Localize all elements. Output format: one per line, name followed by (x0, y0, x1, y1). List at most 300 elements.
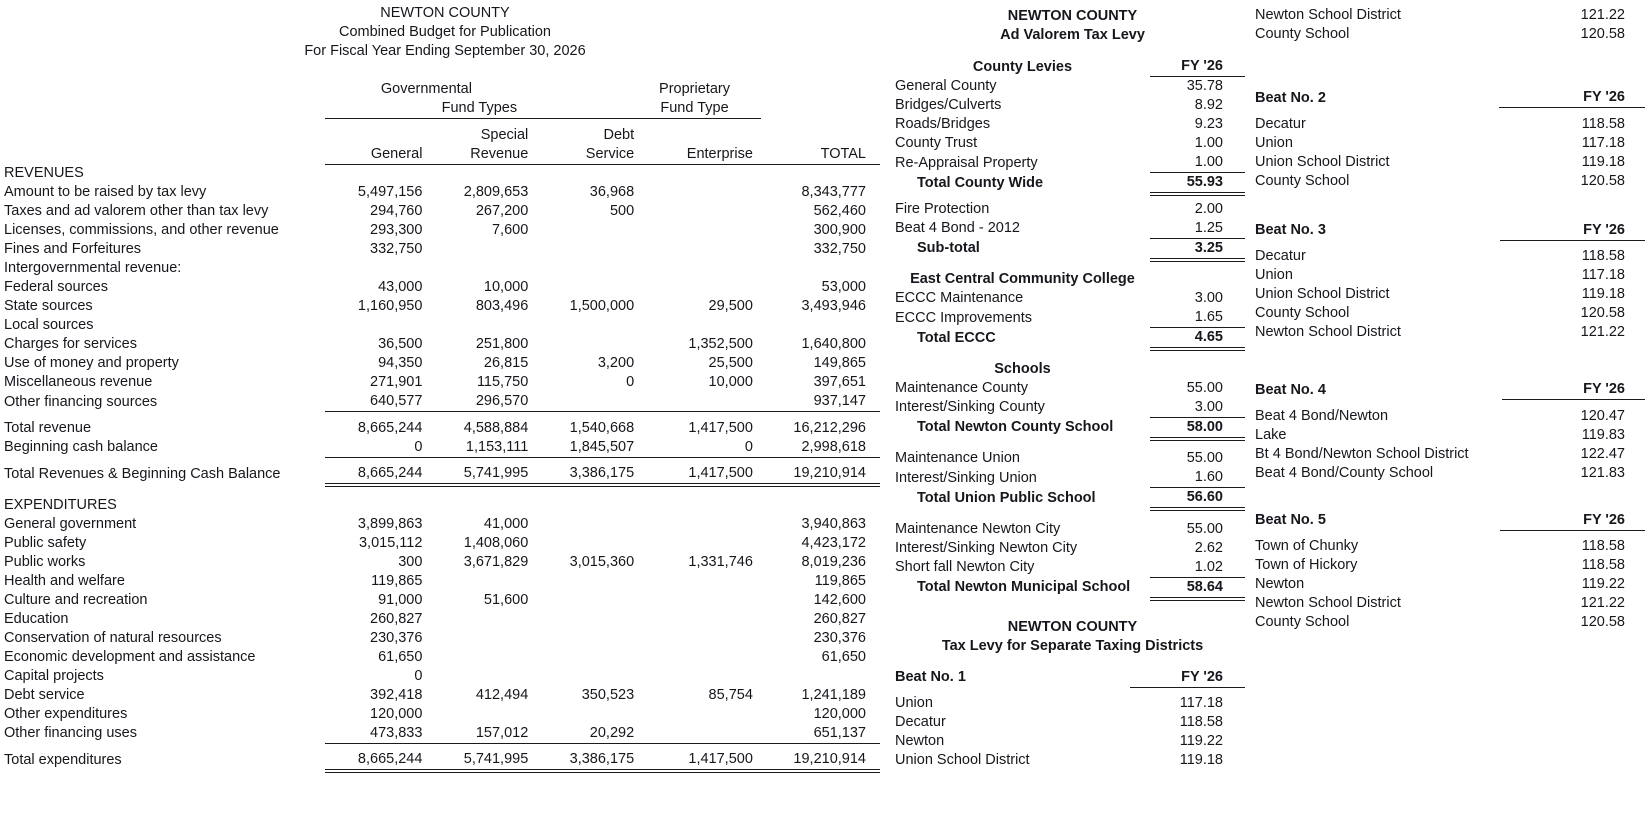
beat1-table (895, 656, 1245, 771)
districts-title-line-1: NEWTON COUNTY (1007, 618, 1138, 635)
beat-group-table (1255, 88, 1645, 191)
beat-row (1255, 426, 1645, 445)
levy-value: 55.93 (1150, 173, 1245, 193)
value-debt-service: 3,200 (597, 355, 635, 371)
table-row (0, 610, 880, 629)
schools-heading: Schools (994, 360, 1051, 377)
beat-groups (1255, 44, 1650, 632)
value-enterprise: 25,500 (708, 355, 753, 371)
beat-district-label: County School (1255, 614, 1350, 630)
beat-district-value: 119.83 (1581, 426, 1625, 443)
value-special-revenue: 296,570 (430, 392, 536, 412)
value-special-revenue (430, 259, 536, 278)
value-total: 61,650 (821, 648, 866, 665)
value-total (761, 316, 880, 335)
levy-value: 8.92 (1194, 97, 1223, 113)
row-label: Charges for services (4, 336, 137, 352)
spacer-row (1255, 400, 1645, 407)
value-total: 3,940,863 (801, 515, 866, 532)
row-label: Other financing uses (4, 725, 137, 741)
value-general: 271,901 (370, 374, 423, 390)
revenues-heading-row (0, 164, 880, 183)
value-special-revenue: 251,800 (475, 336, 529, 352)
value-general: 120,000 (370, 705, 423, 722)
revenue-total-rows (0, 419, 880, 458)
value-special-revenue: 4,588,884 (463, 419, 529, 436)
row-label: Taxes and ad valorem other than tax levy (4, 203, 269, 219)
levy-value: 118.58 (1179, 714, 1223, 730)
table-row (0, 419, 880, 438)
levy-label: Interest/Sinking Newton City (895, 539, 1078, 556)
beat-group-table (1255, 221, 1645, 343)
budget-table (0, 61, 880, 770)
value-general: 3,015,112 (358, 534, 423, 551)
beat-group-fy-header: FY '26 (1499, 88, 1645, 108)
beat-row (1255, 172, 1645, 191)
row-label: Economic development and assistance (4, 648, 256, 665)
beat-row (1255, 537, 1645, 556)
table-row (0, 686, 880, 705)
value-enterprise (642, 591, 761, 610)
value-general (325, 316, 431, 335)
value-enterprise: 10,000 (708, 374, 753, 390)
value-enterprise (642, 648, 761, 667)
levy-value: 56.60 (1150, 488, 1245, 508)
beat-district-value: 118.58 (1581, 557, 1625, 573)
levy-label: County Trust (895, 135, 978, 151)
beat-district-value: 120.58 (1580, 614, 1625, 630)
value-total: 8,019,236 (801, 553, 866, 570)
levy-label: Sub-total (917, 240, 980, 256)
levy-value: 9.23 (1194, 116, 1223, 132)
levy-row (895, 694, 1245, 713)
beat-district-label: Decatur (1255, 248, 1306, 264)
levy-title-line-1: NEWTON COUNTY (1007, 8, 1138, 24)
beat-group-name: Beat No. 5 (1255, 512, 1326, 528)
value-enterprise: 0 (642, 438, 761, 458)
value-debt-service: 3,386,175 (536, 750, 642, 770)
value-debt-service: 3,386,175 (536, 464, 642, 484)
spacer-row (0, 119, 880, 126)
value-enterprise (642, 610, 761, 629)
value-special-revenue: 157,012 (430, 724, 536, 744)
beat-district-value: 117.18 (1581, 134, 1625, 151)
table-row (0, 438, 880, 458)
beat-district-value: 119.18 (1581, 153, 1625, 170)
levy-value: 3.00 (1150, 398, 1245, 418)
row-label: Conservation of natural resources (4, 629, 222, 646)
beat-district-label: Beat 4 Bond/Newton (1255, 407, 1389, 424)
levy-label: Interest/Sinking Union (895, 469, 1037, 486)
row-label: State sources (4, 298, 93, 314)
value-special-revenue: 267,200 (475, 203, 529, 219)
value-debt-service: 1,845,507 (536, 438, 642, 458)
row-label: Public safety (4, 534, 87, 551)
row-label: Debt service (4, 686, 85, 703)
beat-district-value: 120.58 (1580, 26, 1625, 42)
districts-title-line-2: Tax Levy for Separate Taxing Districts (941, 637, 1204, 654)
value-enterprise: 29,500 (708, 298, 753, 314)
levy-value: 55.00 (1186, 450, 1223, 466)
row-label: Fines and Forfeitures (4, 241, 142, 257)
value-special-revenue: 5,741,995 (430, 464, 536, 484)
col-general-top (325, 126, 431, 145)
beat-district-value: 117.18 (1581, 267, 1625, 283)
levy-row (895, 200, 1245, 219)
value-total: 332,750 (813, 241, 866, 257)
col-total-top (761, 126, 880, 145)
levy-label: Union (895, 695, 933, 711)
governmental-group-label-bottom: Fund Types (325, 99, 643, 119)
value-total: 562,460 (813, 203, 866, 219)
value-total: 300,900 (813, 222, 866, 238)
value-enterprise (642, 316, 761, 335)
beat-district-value: 119.18 (1581, 286, 1625, 302)
value-debt-service (536, 240, 642, 259)
col-total-label: TOTAL (761, 145, 880, 165)
value-special-revenue (430, 316, 536, 335)
value-total: 651,137 (761, 724, 880, 744)
value-special-revenue (430, 629, 536, 648)
beat-row (1255, 613, 1645, 632)
row-label: Total Revenues & Beginning Cash Balance (4, 465, 281, 482)
value-debt-service (536, 392, 642, 412)
expenditures-heading-row (0, 496, 880, 515)
value-debt-service (536, 515, 642, 534)
value-general: 8,665,244 (325, 464, 431, 484)
beat-district-value: 121.83 (1580, 464, 1625, 481)
beat-row (1255, 6, 1645, 25)
value-special-revenue: 7,600 (491, 222, 529, 238)
fire-levy-rows (895, 200, 1245, 259)
table-row (0, 515, 880, 534)
levy-value: 1.25 (1150, 219, 1245, 239)
row-label: Federal sources (4, 279, 108, 295)
levy-row (895, 558, 1245, 578)
value-special-revenue: 5,741,995 (430, 750, 536, 770)
levy-title-line-2: Ad Valorem Tax Levy (1000, 27, 1145, 43)
levy-row (895, 751, 1245, 770)
governmental-group-label-top: Governmental (380, 81, 472, 97)
spacer-row (0, 73, 880, 80)
beat-district-value: 121.22 (1580, 595, 1625, 611)
levy-value: 55.00 (1186, 520, 1223, 537)
beat-district-label: Newton (1255, 576, 1305, 592)
table-row (0, 648, 880, 667)
value-total: 19,210,914 (761, 750, 880, 770)
levy-value: 3.25 (1150, 238, 1245, 258)
levy-label: Maintenance Union (895, 450, 1020, 466)
levy-row (895, 577, 1245, 597)
levy-value: 55.00 (1186, 379, 1223, 396)
table-row (0, 335, 880, 354)
value-general: 3,899,863 (357, 515, 423, 532)
spacer-row (895, 656, 1245, 668)
value-special-revenue: 10,000 (483, 279, 529, 295)
row-label: Other expenditures (4, 705, 128, 722)
value-enterprise (642, 240, 761, 259)
schools-heading-row (895, 360, 1245, 379)
value-general: 0 (325, 438, 431, 458)
value-total: 4,423,172 (801, 534, 866, 551)
value-total: 53,000 (821, 279, 866, 295)
county-levies-fy-header: FY '26 (1150, 57, 1245, 77)
levy-row (895, 732, 1245, 751)
value-total: 1,241,189 (801, 686, 866, 703)
levy-label: Interest/Sinking County (895, 399, 1045, 415)
beat-district-label: Newton School District (1255, 7, 1401, 23)
table-row (0, 221, 880, 240)
group-header-row-bottom (0, 99, 880, 119)
levy-row (895, 96, 1245, 115)
value-general: 293,300 (370, 222, 423, 238)
value-debt-service (536, 278, 642, 297)
beat-group-table (1255, 380, 1645, 483)
levy-label: Decatur (895, 714, 946, 730)
table-row (0, 629, 880, 648)
value-general: 91,000 (378, 591, 423, 608)
levy-label: Newton (895, 733, 945, 749)
levy-value: 119.18 (1179, 752, 1223, 768)
row-label: Miscellaneous revenue (4, 374, 153, 390)
levy-label: Maintenance Newton City (895, 520, 1061, 537)
levy-label: Roads/Bridges (895, 116, 991, 132)
proprietary-group-label-top: Proprietary (659, 81, 730, 97)
value-total: 16,212,296 (793, 419, 866, 436)
table-row (0, 183, 880, 202)
value-general: 294,760 (370, 203, 423, 219)
row-label: Total revenue (4, 419, 92, 436)
group-header-row-top (0, 80, 880, 99)
col-special-revenue-top: Special (480, 126, 529, 143)
beat-group-header-row (1255, 88, 1645, 108)
levy-table (895, 45, 1245, 598)
levy-label: Total County Wide (917, 174, 1044, 191)
table-row (0, 240, 880, 259)
value-general: 8,665,244 (357, 419, 423, 436)
ad-valorem-levy-section (895, 0, 1250, 770)
beat-group-header-row (1255, 380, 1645, 400)
value-debt-service (536, 572, 642, 591)
value-special-revenue (430, 240, 536, 259)
value-enterprise (642, 221, 761, 240)
value-enterprise (642, 534, 761, 553)
beat-row (1255, 266, 1645, 285)
table-row (0, 553, 880, 572)
beat-district-value: 121.22 (1580, 7, 1625, 23)
value-general: 1,160,950 (357, 298, 423, 314)
value-general: 260,827 (370, 610, 423, 627)
value-debt-service (536, 316, 642, 335)
value-general: 61,650 (378, 648, 423, 665)
value-debt-service (536, 648, 642, 667)
levy-row (895, 520, 1245, 539)
beat-group-fy-header: FY '26 (1500, 221, 1646, 241)
value-general: 230,376 (370, 629, 423, 646)
value-enterprise: 1,417,500 (688, 419, 753, 436)
revenues-heading: REVENUES (4, 165, 84, 181)
beat-district-label: Town of Chunky (1255, 538, 1359, 554)
levy-label: Maintenance County (895, 379, 1028, 396)
levy-row (895, 379, 1245, 398)
value-enterprise: 85,754 (708, 686, 753, 703)
levy-value: 3.00 (1194, 290, 1223, 306)
value-enterprise (642, 515, 761, 534)
value-special-revenue (430, 705, 536, 724)
beat1-fy-header: FY '26 (1130, 668, 1245, 688)
beat-row (1255, 464, 1645, 483)
beat-group-name: Beat No. 4 (1255, 381, 1326, 398)
value-enterprise: 1,417,500 (642, 464, 761, 484)
beat-row (1255, 304, 1645, 323)
value-general (325, 259, 431, 278)
beat-district-label: Union (1255, 134, 1293, 151)
beat-district-value: 118.58 (1581, 115, 1625, 132)
spacer-row (895, 687, 1245, 694)
value-special-revenue: 3,671,829 (463, 553, 529, 570)
value-debt-service: 350,523 (581, 686, 635, 703)
value-total: 120,000 (813, 705, 866, 722)
value-debt-service (536, 667, 642, 686)
beats-section (1255, 0, 1650, 632)
col-debt-service-top: Debt (603, 126, 635, 143)
budget-title-line-2: Combined Budget for Publication (339, 24, 551, 40)
value-general: 5,497,156 (357, 184, 423, 200)
beat-district-value: 119.22 (1581, 576, 1625, 592)
table-row (0, 278, 880, 297)
value-total: 119,865 (814, 572, 866, 589)
value-debt-service (536, 610, 642, 629)
beat1-continued-rows (1255, 6, 1645, 44)
beat-district-label: County School (1255, 172, 1350, 189)
levy-row (895, 468, 1245, 488)
beat-row (1255, 153, 1645, 172)
value-enterprise (642, 724, 761, 744)
beat-district-label: Bt 4 Bond/Newton School District (1255, 445, 1469, 462)
value-debt-service (536, 335, 642, 354)
spacer-row (0, 61, 880, 73)
value-total: 230,376 (813, 629, 866, 646)
value-debt-service (536, 534, 642, 553)
levy-row (895, 134, 1245, 153)
beat-district-label: Beat 4 Bond/County School (1255, 464, 1434, 481)
levy-value: 119.22 (1179, 733, 1223, 749)
levy-value: 2.00 (1194, 200, 1223, 217)
beat-district-label: Lake (1255, 426, 1287, 443)
beat-row (1255, 115, 1645, 134)
value-debt-service (536, 259, 642, 278)
col-debt-service-label: Service (536, 145, 642, 165)
eccc-heading-row (895, 270, 1245, 289)
value-enterprise (642, 278, 761, 297)
levy-row (895, 449, 1245, 468)
beat-district-label: Town of Hickory (1255, 557, 1358, 573)
row-label: Intergovernmental revenue: (4, 260, 182, 276)
beat-group-table (1255, 511, 1645, 633)
value-special-revenue: 1,408,060 (463, 534, 529, 551)
value-debt-service (536, 221, 642, 240)
levy-row (895, 219, 1245, 239)
spacer (1255, 342, 1650, 380)
value-general: 640,577 (325, 392, 431, 412)
value-enterprise: 1,331,746 (688, 553, 753, 570)
value-special-revenue (430, 648, 536, 667)
school-levy-rows (895, 379, 1245, 598)
value-debt-service: 500 (609, 203, 635, 219)
levy-label: Total Newton Municipal School (917, 579, 1131, 595)
value-general: 473,833 (325, 724, 431, 744)
value-enterprise (642, 259, 761, 278)
table-row (0, 534, 880, 553)
value-general: 36,500 (378, 336, 423, 352)
value-debt-service: 36,968 (589, 184, 635, 200)
beat-row (1255, 445, 1645, 464)
value-enterprise (642, 705, 761, 724)
row-label: Other financing sources (4, 393, 158, 410)
spacer-row (895, 45, 1245, 57)
table-row (0, 724, 880, 744)
beat-group-fy-header: FY '26 (1502, 380, 1645, 400)
levy-value: 117.18 (1179, 695, 1223, 711)
value-enterprise (642, 629, 761, 648)
table-row (0, 259, 880, 278)
value-general: 8,665,244 (325, 750, 431, 770)
levy-label: ECCC Improvements (895, 309, 1032, 326)
spacer-row (895, 193, 1245, 200)
levy-row (895, 77, 1245, 97)
value-total: 397,651 (813, 374, 866, 390)
value-total: 142,600 (813, 591, 866, 608)
value-enterprise (642, 667, 761, 686)
beat-district-label: County School (1255, 305, 1350, 321)
beat1-rows (895, 694, 1245, 770)
value-total: 149,865 (813, 355, 866, 371)
table-row (0, 297, 880, 316)
value-debt-service: 20,292 (536, 724, 642, 744)
spacer (1255, 44, 1650, 88)
beat-district-value: 122.47 (1580, 445, 1625, 462)
eccc-levy-rows (895, 289, 1245, 348)
row-label: Use of money and property (4, 355, 179, 371)
beat-district-label: Union School District (1255, 153, 1390, 170)
spacer (1255, 483, 1650, 511)
row-label: Local sources (4, 317, 94, 333)
spacer-row (0, 412, 880, 419)
row-label: General government (4, 515, 137, 532)
beat-row (1255, 556, 1645, 575)
beat-group-name: Beat No. 3 (1255, 222, 1326, 238)
value-total (761, 259, 880, 278)
beat-district-value: 121.22 (1580, 324, 1625, 340)
beat-district-value: 120.47 (1580, 407, 1625, 424)
eccc-heading: East Central Community College (910, 271, 1135, 287)
grand-expenditure-row (0, 750, 880, 770)
beat-district-label: Newton School District (1255, 324, 1401, 340)
row-label: Capital projects (4, 667, 104, 684)
levy-value: 4.65 (1150, 328, 1245, 348)
value-general: 332,750 (370, 241, 423, 257)
value-debt-service: 0 (626, 374, 635, 390)
col-special-revenue-label: Revenue (430, 145, 536, 165)
row-label: Health and welfare (4, 572, 125, 589)
value-total: 8,343,777 (801, 184, 866, 200)
levy-label: Beat 4 Bond - 2012 (895, 220, 1020, 236)
value-general: 392,418 (370, 686, 423, 703)
value-total: 1,640,800 (801, 336, 866, 352)
levy-row (895, 417, 1245, 437)
row-label: Licenses, commissions, and other revenue (4, 222, 279, 238)
beat-group-name: Beat No. 2 (1255, 89, 1326, 106)
